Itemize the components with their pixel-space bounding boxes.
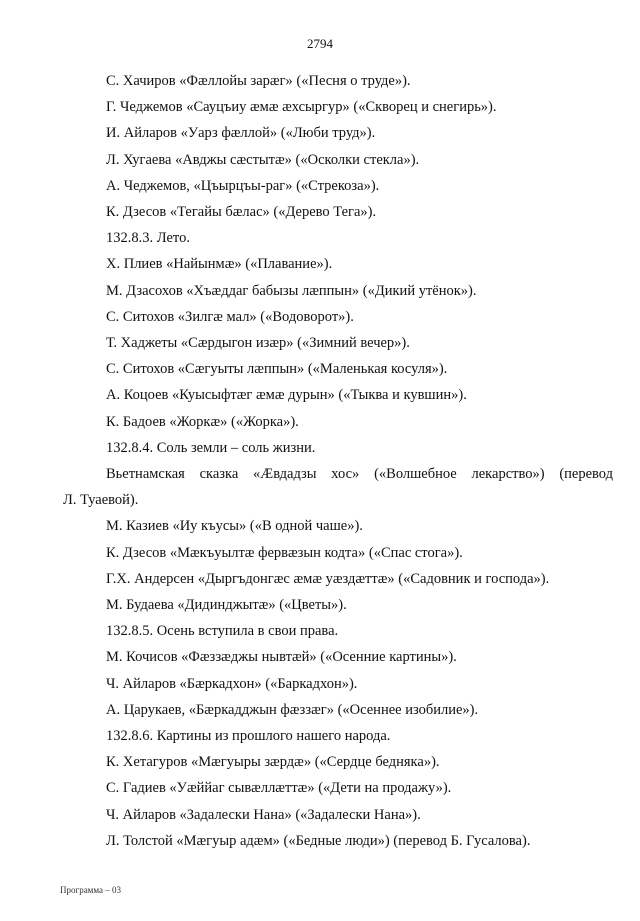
page-number: 2794 bbox=[307, 36, 333, 51]
list-item: К. Дзесов «Мæкъуылтæ фервæзын кодта» («Спас стога»). bbox=[106, 544, 463, 561]
section-heading: 132.8.4. Соль земли – соль жизни. bbox=[106, 439, 316, 456]
list-item: А. Царукаев, «Бæркадджын фæззæг» («Осеннее изобилие»). bbox=[106, 701, 479, 718]
list-item: С. Ситохов «Сæгуыты лæппын» («Маленькая косуля»). bbox=[106, 361, 448, 378]
list-item: М. Казиев «Иу къусы» («В одной чаше»). bbox=[106, 518, 363, 535]
section-heading: 132.8.5. Осень вступила в свои права. bbox=[106, 623, 339, 640]
list-item: М. Кочисов «Фæззæджы нывтæй» («Осенние картины»). bbox=[106, 649, 457, 666]
list-item: К. Хетагуров «Мæгуыры зæрдæ» («Сердце бедняка»). bbox=[106, 754, 440, 771]
list-item: Ч. Айларов «Задалески Нана» («Задалески Нана»). bbox=[106, 806, 421, 823]
list-item: Л. Толстой «Мæгуыр адæм» («Бедные люди») (перевод Б. Гусалова). bbox=[106, 832, 531, 849]
list-item: А. Чеджемов, «Цъырцъы-раг» («Стрекоза»). bbox=[106, 177, 380, 194]
justified-paragraph bbox=[63, 461, 613, 513]
list-item: С. Гадиев «Уæййаг сывæллæттæ» («Дети на продажу»). bbox=[106, 780, 452, 797]
list-item: К. Бадоев «Жоркæ» («Жорка»). bbox=[106, 413, 299, 430]
list-item: С. Ситохов «Зилгæ мал» («Водоворот»). bbox=[106, 308, 354, 325]
list-item: М. Будаева «Дидинджытæ» («Цветы»). bbox=[106, 597, 347, 614]
list-item: Г.Х. Андерсен «Дыргъдонгæс æмæ уæздæттæ» («Садовник и господа»). bbox=[106, 570, 550, 587]
list-item: С. Хачиров «Фæллойы зарæг» («Песня о труде»). bbox=[106, 73, 411, 89]
list-item: Х. Плиев «Найынмæ» («Плавание»). bbox=[106, 256, 333, 273]
list-item: А. Коцоев «Куысыфтæг æмæ дурын» («Тыква и кувшин»). bbox=[106, 387, 467, 404]
list-item: Ч. Айларов «Бæркадхон» («Баркадхон»). bbox=[106, 675, 358, 692]
list-item: Л. Хугаева «Авджы сæстытæ» («Осколки стекла»). bbox=[106, 151, 420, 168]
section-heading: 132.8.6. Картины из прошлого нашего народа. bbox=[106, 728, 391, 745]
paragraph-line-2: Л. Туаевой). bbox=[63, 492, 139, 509]
page-footer: Программа – 03 bbox=[60, 885, 122, 895]
list-item: К. Дзесов «Тегайы бæлас» («Дерево Тега»). bbox=[106, 204, 377, 221]
list-item: Т. Хаджеты «Сæрдыгон изæр» («Зимний вечер»). bbox=[106, 335, 410, 352]
list-item: Г. Чеджемов «Сауцъиу æмæ æхсыргур» («Скворец и снегирь»). bbox=[106, 99, 497, 116]
document-body bbox=[63, 68, 613, 854]
section-heading: 132.8.3. Лето. bbox=[106, 230, 190, 247]
list-item: И. Айларов «Уарз фæллой» («Люби труд»). bbox=[106, 125, 376, 142]
list-item: М. Дзасохов «Хъæддаг бабызы лæппын» («Дикий утёнок»). bbox=[106, 282, 477, 299]
paragraph-line-1: Вьетнамская сказка «Æвдадзы хос» («Волшебное лекарство») (перевод bbox=[106, 466, 613, 483]
